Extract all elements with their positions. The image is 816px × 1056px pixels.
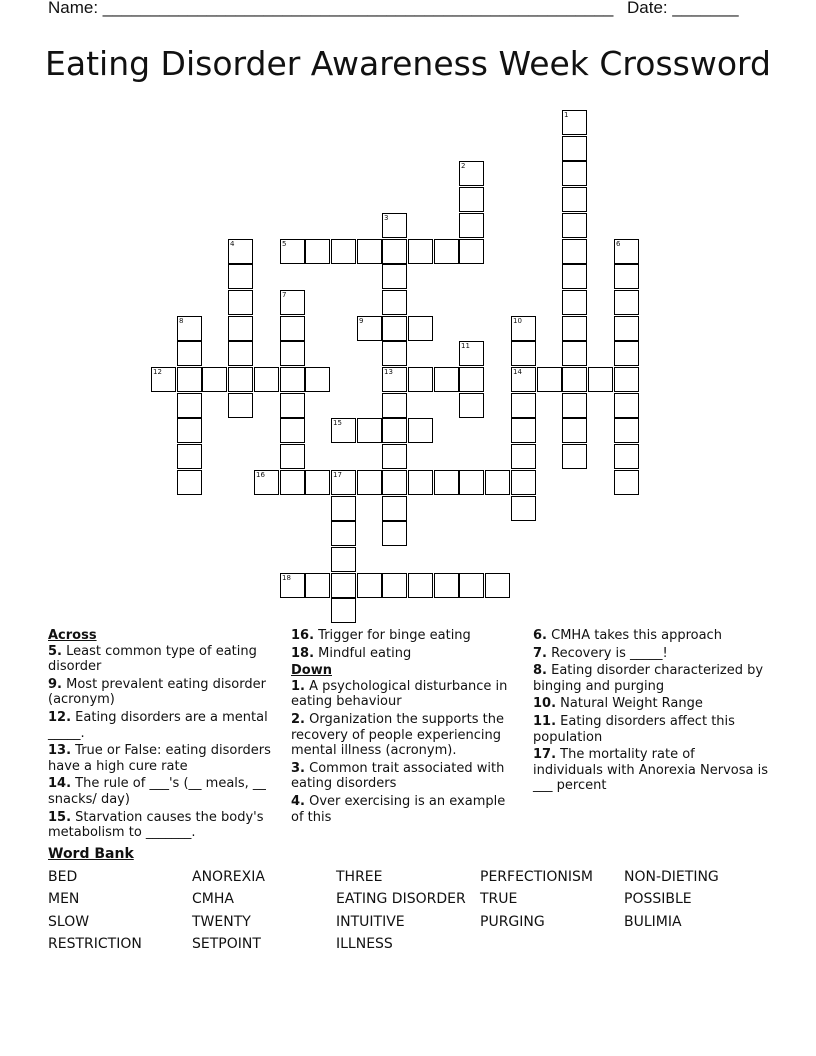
clue-across-14: 14. The rule of ___'s (__ meals, __ snacks/ day) [48, 776, 266, 807]
grid-cell[interactable] [280, 316, 305, 341]
grid-cell[interactable] [459, 161, 484, 186]
grid-cell[interactable] [382, 290, 407, 315]
clue-number: 12 [153, 368, 162, 376]
grid-cell[interactable] [305, 367, 330, 392]
grid-cell[interactable] [305, 470, 330, 495]
grid-cell[interactable] [562, 341, 587, 366]
grid-cell[interactable] [562, 418, 587, 443]
grid-cell[interactable] [511, 470, 536, 495]
grid-cell[interactable] [382, 521, 407, 546]
clue-number: 13 [384, 368, 393, 376]
clue-down-7: 7. Recovery is _____! [533, 645, 668, 661]
grid-cell[interactable] [485, 573, 510, 598]
grid-cell[interactable] [434, 367, 459, 392]
clue-number: 4 [230, 240, 235, 248]
grid-cell[interactable] [228, 239, 253, 264]
down-heading: Down [291, 663, 332, 679]
clue-down-11: 11. Eating disorders affect this population [533, 713, 735, 745]
word-bank-item: TRUE [480, 891, 518, 907]
grid-cell[interactable] [562, 393, 587, 418]
word-bank-item: RESTRICTION [48, 936, 142, 952]
grid-cell[interactable] [305, 573, 330, 598]
grid-cell[interactable] [459, 187, 484, 212]
clue-across-13: 13. True or False: eating disorders have a high cure rate [48, 743, 271, 774]
clue-down-10: 10. Natural Weight Range [533, 696, 703, 712]
word-bank-item: EATING DISORDER [336, 891, 466, 907]
grid-cell[interactable] [382, 393, 407, 418]
grid-cell[interactable] [614, 444, 639, 469]
grid-cell[interactable] [280, 393, 305, 418]
grid-cell[interactable] [280, 239, 305, 264]
grid-cell[interactable] [228, 264, 253, 289]
word-bank-item: BULIMIA [624, 914, 682, 930]
grid-cell[interactable] [408, 367, 433, 392]
clue-number: 2 [461, 162, 466, 170]
clue-number: 16 [256, 471, 265, 479]
grid-cell[interactable] [280, 444, 305, 469]
grid-cell[interactable] [280, 290, 305, 315]
grid-cell[interactable] [614, 367, 639, 392]
grid-cell[interactable] [177, 341, 202, 366]
clue-number: 14 [513, 368, 522, 376]
clue-down-8: 8. Eating disorder characterized by binging and purging [533, 663, 764, 694]
clue-across-5: 5. Least common type of eating disorder [48, 643, 257, 675]
word-bank-item: CMHA [192, 891, 234, 907]
clue-number: 17 [333, 471, 342, 479]
grid-cell[interactable] [562, 161, 587, 186]
grid-cell[interactable] [177, 367, 202, 392]
grid-cell[interactable] [511, 393, 536, 418]
clue-across-16: 16. Trigger for binge eating [291, 628, 471, 643]
word-bank-item: BED [48, 869, 78, 885]
clue-across-18: 18. Mindful eating [291, 645, 412, 661]
word-bank-item: TWENTY [192, 914, 251, 930]
clue-across-9: 9. Most prevalent eating disorder (acronym) [48, 676, 266, 708]
grid-cell[interactable] [254, 367, 279, 392]
grid-cell[interactable] [331, 573, 356, 598]
grid-cell[interactable] [614, 393, 639, 418]
grid-cell[interactable] [459, 470, 484, 495]
clue-number: 10 [513, 317, 522, 325]
grid-cell[interactable] [382, 264, 407, 289]
across-heading: Across [48, 628, 97, 643]
grid-cell[interactable] [511, 316, 536, 341]
grid-cell[interactable] [280, 573, 305, 598]
grid-cell[interactable] [562, 187, 587, 212]
clue-number: 8 [179, 317, 184, 325]
grid-cell[interactable] [280, 418, 305, 443]
clue-number: 1 [564, 111, 569, 119]
clue-number: 3 [384, 214, 389, 222]
clues-column-3 [533, 628, 768, 796]
grid-cell[interactable] [614, 470, 639, 495]
clue-number: 6 [616, 240, 621, 248]
grid-cell[interactable] [562, 444, 587, 469]
grid-cell[interactable] [562, 316, 587, 341]
grid-cell[interactable] [228, 290, 253, 315]
clues-column-2 [291, 628, 509, 827]
clue-number: 11 [461, 342, 470, 350]
grid-cell[interactable] [228, 393, 253, 418]
grid-cell[interactable] [511, 418, 536, 443]
clue-down-6: 6. CMHA takes this approach [533, 628, 722, 643]
grid-cell[interactable] [357, 418, 382, 443]
grid-cell[interactable] [614, 239, 639, 264]
grid-cell[interactable] [280, 470, 305, 495]
clue-number: 7 [282, 291, 287, 299]
grid-cell[interactable] [434, 470, 459, 495]
word-bank-item: NON-DIETING [624, 869, 719, 885]
grid-cell[interactable] [177, 444, 202, 469]
date-field-label: Date: _______ [627, 0, 739, 17]
grid-cell[interactable] [151, 367, 176, 392]
grid-cell[interactable] [562, 136, 587, 161]
grid-cell[interactable] [459, 573, 484, 598]
clue-down-4: 4. Over exercising is an example of this [291, 793, 506, 825]
grid-cell[interactable] [562, 367, 587, 392]
word-bank-title: Word Bank [48, 846, 134, 862]
word-bank-item: INTUITIVE [336, 914, 405, 930]
grid-cell[interactable] [537, 367, 562, 392]
grid-cell[interactable] [382, 444, 407, 469]
grid-cell[interactable] [331, 521, 356, 546]
grid-cell[interactable] [408, 316, 433, 341]
grid-cell[interactable] [228, 341, 253, 366]
grid-cell[interactable] [408, 239, 433, 264]
grid-cell[interactable] [485, 470, 510, 495]
clue-down-3: 3. Common trait associated with eating disorders [291, 760, 505, 792]
grid-cell[interactable] [459, 367, 484, 392]
grid-cell[interactable] [562, 110, 587, 135]
word-bank-item: SETPOINT [192, 936, 261, 952]
clue-number: 18 [282, 574, 291, 582]
grid-cell[interactable] [382, 341, 407, 366]
word-bank-item: THREE [336, 869, 383, 885]
grid-cell[interactable] [408, 418, 433, 443]
grid-cell[interactable] [280, 367, 305, 392]
grid-cell[interactable] [382, 470, 407, 495]
name-field-label: Name: ______________________________________________________ [48, 0, 614, 17]
clue-down-1: 1. A psychological disturbance in eating behaviour [291, 678, 508, 710]
grid-cell[interactable] [408, 573, 433, 598]
clue-number: 9 [359, 317, 364, 325]
grid-cell[interactable] [614, 341, 639, 366]
grid-cell[interactable] [254, 470, 279, 495]
grid-cell[interactable] [357, 470, 382, 495]
grid-cell[interactable] [357, 239, 382, 264]
grid-cell[interactable] [434, 239, 459, 264]
grid-cell[interactable] [614, 290, 639, 315]
grid-cell[interactable] [177, 316, 202, 341]
word-bank-item: SLOW [48, 914, 90, 930]
word-bank-item: PURGING [480, 914, 545, 930]
grid-cell[interactable] [177, 418, 202, 443]
clue-number: 15 [333, 419, 342, 427]
clue-across-15: 15. Starvation causes the body's metabolism to _______. [48, 809, 264, 841]
word-bank-item: ANOREXIA [192, 869, 265, 885]
grid-cell[interactable] [459, 393, 484, 418]
clue-across-12: 12. Eating disorders are a mental _____. [48, 709, 268, 741]
grid-cell[interactable] [331, 418, 356, 443]
word-bank-item: POSSIBLE [624, 891, 692, 907]
grid-cell[interactable] [588, 367, 613, 392]
grid-cell[interactable] [511, 496, 536, 521]
grid-cell[interactable] [459, 213, 484, 238]
grid-cell[interactable] [280, 341, 305, 366]
grid-cell[interactable] [228, 367, 253, 392]
clue-down-2: 2. Organization the supports the recovery of people experiencing mental illness (acronym). [291, 711, 504, 759]
grid-cell[interactable] [177, 470, 202, 495]
grid-cell[interactable] [459, 341, 484, 366]
grid-cell[interactable] [382, 316, 407, 341]
page-title: Eating Disorder Awareness Week Crossword [45, 44, 771, 83]
grid-cell[interactable] [331, 547, 356, 572]
grid-cell[interactable] [382, 367, 407, 392]
clues-column-1 [48, 628, 278, 843]
grid-cell[interactable] [331, 496, 356, 521]
grid-cell[interactable] [614, 264, 639, 289]
grid-cell[interactable] [562, 239, 587, 264]
grid-cell[interactable] [614, 418, 639, 443]
grid-cell[interactable] [382, 573, 407, 598]
grid-cell[interactable] [459, 239, 484, 264]
grid-cell[interactable] [177, 393, 202, 418]
grid-cell[interactable] [382, 418, 407, 443]
clue-down-17: 17. The mortality rate of individuals with Anorexia Nervosa is ___ percent [533, 747, 768, 794]
grid-cell[interactable] [331, 239, 356, 264]
grid-cell[interactable] [434, 573, 459, 598]
grid-cell[interactable] [562, 264, 587, 289]
grid-cell[interactable] [331, 470, 356, 495]
grid-cell[interactable] [382, 213, 407, 238]
grid-cell[interactable] [408, 470, 433, 495]
word-bank-item: PERFECTIONISM [480, 869, 593, 885]
grid-cell[interactable] [331, 598, 356, 623]
word-bank-item: ILLNESS [336, 936, 393, 952]
grid-cell[interactable] [614, 316, 639, 341]
grid-cell[interactable] [382, 239, 407, 264]
grid-cell[interactable] [511, 367, 536, 392]
grid-cell[interactable] [562, 213, 587, 238]
clue-number: 5 [282, 240, 287, 248]
grid-cell[interactable] [511, 341, 536, 366]
grid-cell[interactable] [228, 316, 253, 341]
grid-cell[interactable] [382, 496, 407, 521]
grid-cell[interactable] [305, 239, 330, 264]
grid-cell[interactable] [562, 290, 587, 315]
grid-cell[interactable] [202, 367, 227, 392]
grid-cell[interactable] [511, 444, 536, 469]
grid-cell[interactable] [357, 573, 382, 598]
grid-cell[interactable] [357, 316, 382, 341]
word-bank-item: MEN [48, 891, 80, 907]
